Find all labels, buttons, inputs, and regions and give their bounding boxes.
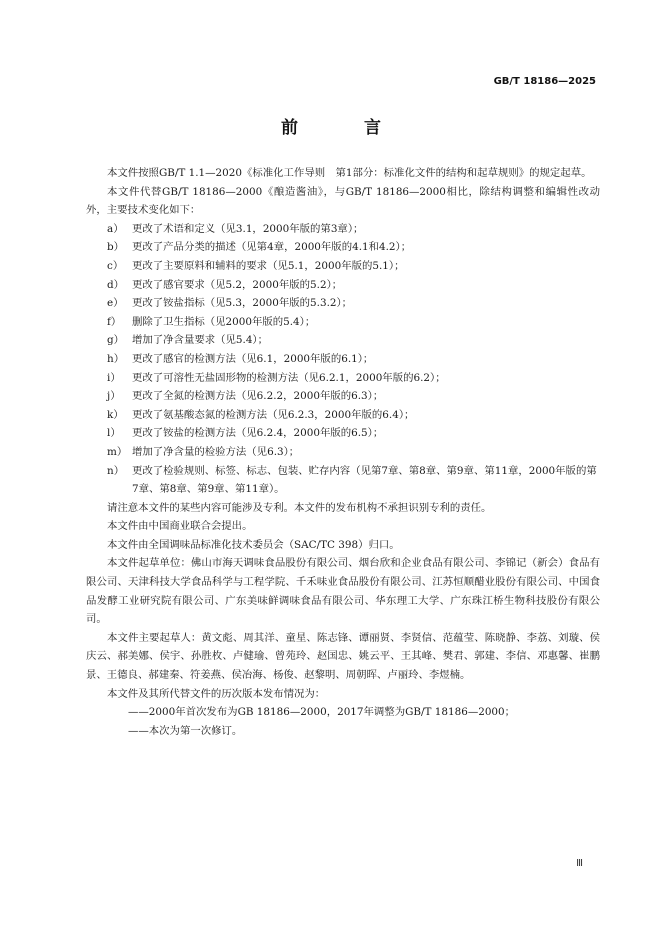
list-item	[86, 387, 600, 406]
list-item	[86, 462, 600, 499]
standard-code: GB/T 18186—2025	[493, 76, 596, 87]
list-item	[86, 257, 600, 276]
history-item: ——本次为第一次修订。	[128, 724, 243, 737]
list-item-text: 更改了术语和定义（见3.1，2000年版的第3章）；	[132, 222, 364, 235]
paragraph-patent-notice: 请注意本文件的某些内容可能涉及专利。本文件的发布机构不承担识别专利的责任。	[107, 501, 492, 514]
list-item-text: 更改了氨基酸态氮的检测方法（见6.2.3，2000年版的6.4）；	[132, 408, 415, 421]
list-item-text: 更改了主要原料和辅料的要求（见5.1，2000年版的5.1）；	[132, 259, 405, 272]
list-item-text: 更改了产品分类的描述（见第4章，2000年版的4.1和4.2）；	[132, 241, 412, 254]
list-item	[86, 406, 600, 425]
list-item-mark: i）	[107, 371, 121, 384]
list-item	[86, 369, 600, 388]
paragraph-history-intro: 本文件及其所代替文件的历次版本发布情况为：	[107, 687, 326, 700]
list-item-text: 更改了铵盐的检测方法（见6.2.4，2000年版的6.5）；	[132, 427, 384, 440]
list-item-text: 更改了可溶性无盐固形物的检测方法（见6.2.1，2000年版的6.2）；	[132, 371, 446, 384]
list-item	[86, 220, 600, 239]
list-item-text: 增加了净含量的检验方法（见6.3）；	[132, 445, 300, 458]
page-number: Ⅲ	[576, 858, 583, 869]
list-item-mark: h）	[107, 352, 125, 365]
list-item	[86, 238, 600, 257]
list-item-mark: k）	[107, 408, 124, 421]
changes-list	[86, 220, 600, 499]
paragraph-drafters: 本文件主要起草人：黄文彪、周其洋、童星、陈志锋、谭丽贤、李贤信、范蕴莹、陈晓静、李荔、刘璇、侯庆云、郝美娜、侯宇、孙胜枚、卢健瑜、曾苑玲、赵国忠、姚云平、王其峰、樊君、郭建、李信、邓惠馨、崔鹏景、王德良、郝建秦、符姜燕、侯冶海、杨俊、赵黎明、周朝晖、卢丽玲、李煜楠。	[86, 631, 600, 682]
list-item	[86, 331, 600, 350]
document-body	[86, 164, 600, 740]
history-item: ——2000年首次发布为GB 18186—2000，2017年调整为GB/T 18186—2000；	[128, 706, 516, 719]
paragraph-replacement: 本文件代替GB/T 18186—2000《酿造酱油》，与GB/T 18186—2000相比，除结构调整和编辑性改动外，主要技术变化如下：	[86, 185, 600, 217]
list-item	[86, 294, 600, 313]
page-title: 前 言	[281, 118, 411, 138]
list-item-text: 更改了铵盐指标（见5.3，2000年版的5.3.2）；	[132, 297, 353, 310]
list-item-mark: c）	[107, 259, 124, 272]
list-item-mark: g）	[107, 334, 125, 347]
list-item	[86, 313, 600, 332]
list-item-mark: n）	[107, 464, 125, 477]
list-item-mark: l）	[107, 427, 121, 440]
list-item-text: 更改了感官的检测方法（见6.1，2000年版的6.1）；	[132, 352, 374, 365]
list-item-text: 更改了感官要求（见5.2，2000年版的5.2）；	[132, 278, 343, 291]
paragraph-drafting-rule: 本文件按照GB/T 1.1—2020《标准化工作导则 第1部分：标准化文件的结构和起草规则》的规定起草。	[107, 167, 592, 179]
list-item	[86, 276, 600, 295]
list-item-mark: f）	[107, 315, 122, 328]
list-item-text: 更改了检验规则、标签、标志、包装、贮存内容（见第7章、第8章、第9章、第11章，2000年版的第7章、第8章、第9章、第11章）。	[132, 464, 597, 496]
paragraph-proposer: 本文件由中国商业联合会提出。	[107, 520, 253, 533]
list-item	[86, 424, 600, 443]
paragraph-drafting-units: 本文件起草单位：佛山市海天调味食品股份有限公司、烟台欣和企业食品有限公司、李锦记（新会）食品有限公司、天津科技大学食品科学与工程学院、千禾味业食品股份有限公司、江苏恒顺醋业股份有限公司、中国食品发酵工业研究院有限公司、广东美味鲜调味食品有限公司、华东理工大学、广东珠江桥生物科技股份有限公司。	[86, 557, 600, 626]
list-item-mark: a）	[107, 222, 124, 235]
list-item-mark: m）	[107, 445, 128, 458]
list-item-mark: e）	[107, 297, 124, 310]
list-item	[86, 443, 600, 462]
list-item-text: 增加了净含量要求（见5.4）；	[132, 334, 269, 347]
list-item-mark: j）	[107, 390, 121, 403]
list-item	[86, 350, 600, 369]
list-item-mark: b）	[107, 241, 125, 254]
paragraph-committee: 本文件由全国调味品标准化技术委员会（SAC/TC 398）归口。	[107, 538, 400, 551]
list-item-mark: d）	[107, 278, 125, 291]
list-item-text: 更改了全氮的检测方法（见6.2.2，2000年版的6.3）；	[132, 390, 384, 403]
list-item-text: 删除了卫生指标（见2000年版的5.4）；	[132, 315, 316, 328]
